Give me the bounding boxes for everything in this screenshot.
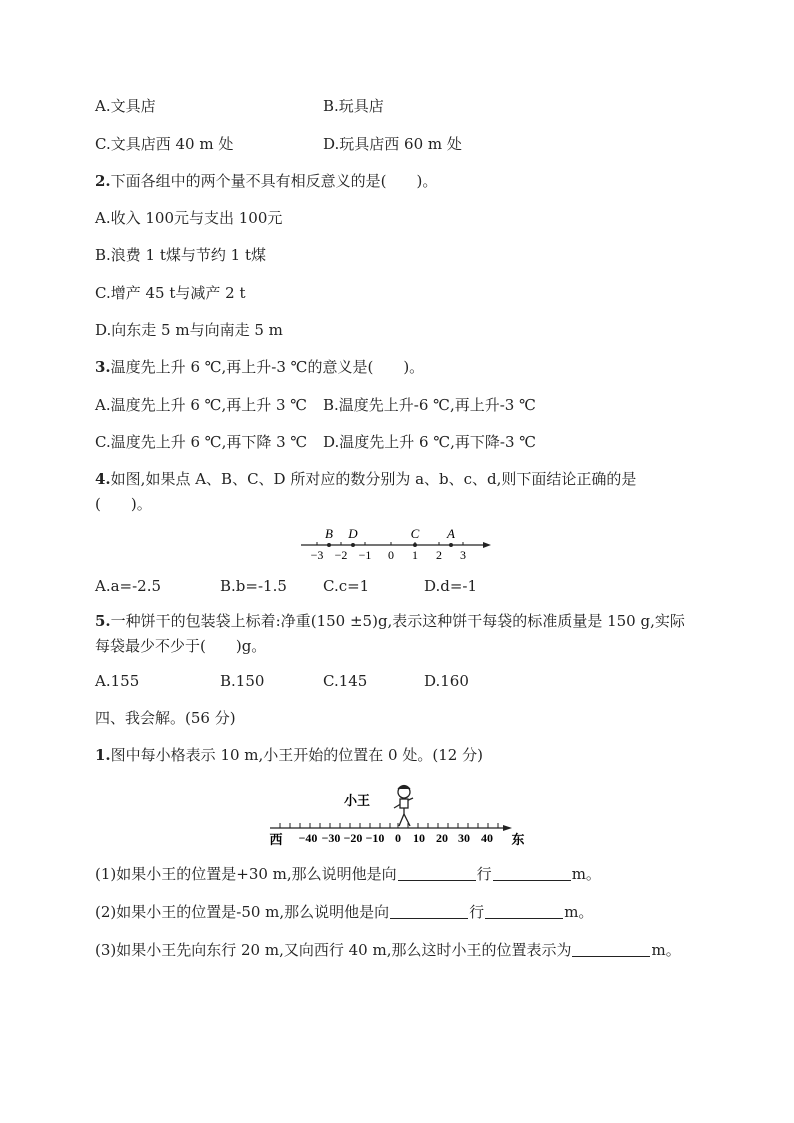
q2-option-a: A.收入 100元与支出 100元 [95,209,283,227]
tick-label: 10 [413,831,425,845]
answer-blank[interactable] [390,904,468,919]
p1-sub1-text: (1)如果小王的位置是+30 m,那么说明他是向 [95,865,397,883]
tick-label: 30 [458,831,470,845]
p1-sub3-unit: m。 [651,941,681,959]
tick-label: 20 [436,831,448,845]
west-label: 西 [269,832,283,847]
q1-option-b: B.玩具店 [323,97,384,115]
q3-stem-text: 温度先上升 6 ℃,再上升-3 ℃的意义是( )。 [110,358,425,376]
q5-option-a: A.155 [95,672,140,690]
q5-option-b: B.150 [220,672,265,690]
section-title: 四、我会解。(56 分) [95,709,236,727]
east-label: 东 [511,832,525,847]
point-label-a: A [447,526,455,541]
q2-stem [95,171,437,191]
tick-label: −30 [321,831,341,845]
tick-label: −10 [365,831,385,845]
q1-option-d: D.玩具店西 60 m 处 [323,135,462,153]
person-icon [394,786,413,827]
answer-blank[interactable] [485,904,563,919]
q4-option-b: B.b=-1.5 [220,577,287,595]
q2-stem-text: 下面各组中的两个量不具有相反意义的是( )。 [110,172,438,190]
q4-stem-text: 如图,如果点 A、B、C、D 所对应的数分别为 a、b、c、d,则下面结论正确的是 [110,470,637,488]
q3-option-a: A.温度先上升 6 ℃,再上升 3 ℃ [95,396,308,414]
q3-option-c: C.温度先上升 6 ℃,再下降 3 ℃ [95,433,308,451]
tick-label: −3 [310,548,324,562]
q5-stem-line2: 每袋最少不少于( )g。 [95,637,267,655]
point-label-b: B [325,526,333,541]
q3-number: 3. [95,358,111,376]
p1-stem [95,745,483,765]
answer-blank[interactable] [493,866,571,881]
answer-blank[interactable] [398,866,476,881]
q2-option-c: C.增产 45 t与减产 2 t [95,284,246,302]
q4-stem-line2: ( )。 [95,495,152,513]
p1-sub3-text: (3)如果小王先向东行 20 m,又向西行 40 m,那么这时小王的位置表示为 [95,941,572,959]
p1-sub1-unit: m。 [571,865,601,883]
p1-sub2 [95,902,593,922]
q4-option-a: A.a=-2.5 [95,577,162,595]
tick-label: 0 [395,831,401,845]
q1-option-a: A.文具店 [95,97,156,115]
tick-label: 3 [460,548,466,562]
person-label: 小王 [343,793,370,808]
q4-number: 4. [95,470,111,488]
tick-label: 1 [412,548,418,562]
q5-option-d: D.160 [424,672,469,690]
q4-option-d: D.d=-1 [424,577,478,595]
p1-stem-text: 图中每小格表示 10 m,小王开始的位置在 0 处。(12 分) [110,746,483,764]
tick-label: 2 [436,548,442,562]
p1-sub1 [95,864,601,884]
p1-figure [262,780,542,852]
q5-stem [95,611,685,631]
q2-option-d: D.向东走 5 m与向南走 5 m [95,321,283,339]
point-label-d: D [348,526,358,541]
q2-number: 2. [95,172,111,190]
p1-sub1-text-mid: 行 [476,865,492,883]
q1-option-c: C.文具店西 40 m 处 [95,135,234,153]
q5-stem-text: 一种饼干的包装袋上标着:净重(150 ±5)g,表示这种饼干每袋的标准质量是 150 g,实际 [110,612,685,630]
p1-sub2-unit: m。 [564,903,594,921]
q4-option-c: C.c=1 [323,577,370,595]
p1-sub2-text: (2)如果小王的位置是-50 m,那么说明他是向 [95,903,390,921]
q3-option-b: B.温度先上升-6 ℃,再上升-3 ℃ [323,396,536,414]
tick-label: −2 [334,548,348,562]
q3-stem [95,357,424,377]
p1-number: 1. [95,746,111,764]
q4-stem [95,469,636,489]
tick-label: 40 [481,831,493,845]
q4-number-line [295,522,500,564]
tick-label: −1 [358,548,372,562]
point-label-c: C [410,526,420,541]
q5-option-c: C.145 [323,672,368,690]
q5-number: 5. [95,612,111,630]
tick-label: −20 [343,831,363,845]
p1-sub3 [95,940,681,960]
tick-label: −40 [298,831,318,845]
p1-sub2-text-mid: 行 [469,903,485,921]
q2-option-b: B.浪费 1 t煤与节约 1 t煤 [95,246,267,264]
answer-blank[interactable] [572,942,650,957]
q3-option-d: D.温度先上升 6 ℃,再下降-3 ℃ [323,433,537,451]
tick-label: 0 [388,548,394,562]
